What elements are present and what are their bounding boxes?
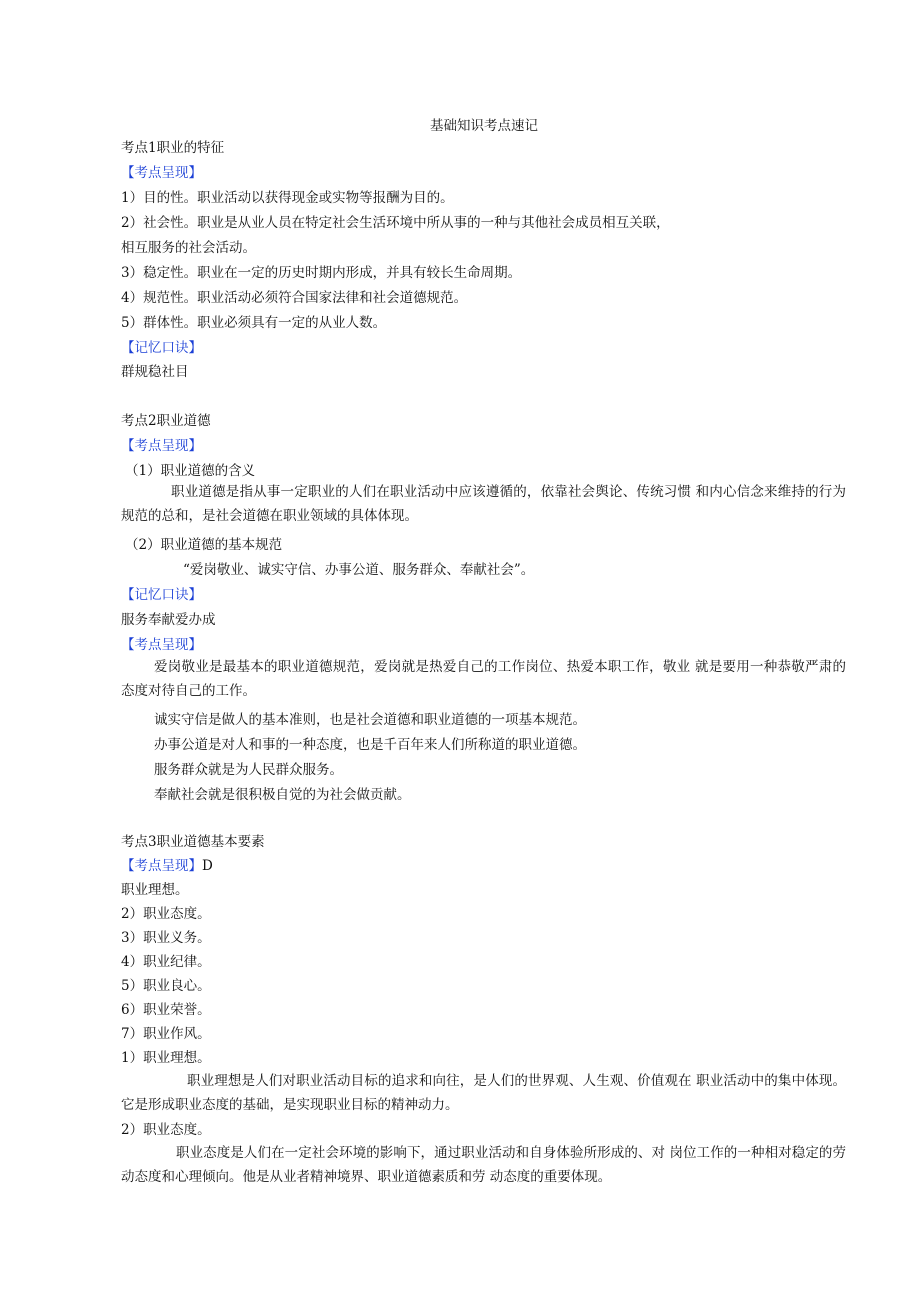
- section-2-definition: 职业道德是指从事一定职业的人们在职业活动中应该遵循的，依靠社会舆论、传统习惯 和内心信念来维持的行为规范的总和，是社会道德在职业领域的具体体现。: [121, 484, 846, 524]
- section-3-item: 职业理想。: [121, 882, 189, 898]
- section-2-paragraph: 办事公道是对人和事的一种态度，也是千百年来人们所称道的职业道德。: [154, 737, 586, 753]
- section-3-item: 7）职业作风。: [121, 1026, 211, 1042]
- section-1-item: 3）稳定性。职业在一定的历史时期内形成，并具有较长生命周期。: [121, 265, 522, 281]
- section-2-memory-tag: 【记忆口诀】: [121, 587, 202, 603]
- section-1-memory-text: 群规稳社目: [121, 364, 189, 380]
- section-3-item: 5）职业良心。: [121, 978, 211, 994]
- section-1-memory-tag: 【记忆口诀】: [121, 340, 202, 356]
- section-1-item: 相互服务的社会活动。: [121, 240, 256, 256]
- section-3-heading: 考点3职业道德基本要素: [121, 834, 265, 850]
- section-1-item: 4）规范性。职业活动必须符合国家法律和社会道德规范。: [121, 290, 468, 306]
- section-2-present-tag: 【考点呈现】: [121, 637, 202, 653]
- section-2-norms: “爱岗敬业、诚实守信、办事公道、服务群众、奉献社会”。: [183, 562, 535, 578]
- section-1-item: 1）目的性。职业活动以获得现金或实物等报酬为目的。: [121, 190, 454, 206]
- section-3-ideal-definition: 职业理想是人们对职业活动目标的追求和向往，是人们的世界观、人生观、价值观在 职业活动中的集中体现。它是形成职业态度的基础，是实现职业目标的精神动力。: [121, 1073, 846, 1113]
- section-2-paragraph: 诚实守信是做人的基本准则，也是社会道德和职业道德的一项基本规范。: [154, 712, 586, 728]
- section-3-item: 1）职业理想。: [121, 1050, 211, 1066]
- section-3-item: 6）职业荣誉。: [121, 1002, 211, 1018]
- section-2-paragraph: 爱岗敬业是最基本的职业道德规范，爱岗就是热爱自己的工作岗位、热爱本职工作，敬业 就是要用一种恭敬严肃的态度对待自己的工作。: [121, 659, 846, 699]
- section-2-heading: 考点2职业道德: [121, 413, 211, 429]
- section-1-present-tag: 【考点呈现】: [121, 165, 202, 181]
- section-3-attitude-definition: 职业态度是人们在一定社会环境的影响下，通过职业活动和自身体验所形成的、对 岗位工作的一种相对稳定的劳动态度和心理倾向。他是从业者精神境界、职业道德素质和劳 动态度的重要体现。: [121, 1145, 846, 1185]
- section-3-item: 2）职业态度。: [121, 906, 211, 922]
- section-3-attitude-heading: 2）职业态度。: [121, 1122, 211, 1138]
- section-1-item: 2）社会性。职业是从业人员在特定社会生活环境中所从事的一种与其他社会成员相互关联，: [121, 215, 670, 231]
- section-2-present-tag: 【考点呈现】: [121, 438, 202, 454]
- document-title: 基础知识考点速记: [430, 118, 538, 134]
- section-2-subheading: （2）职业道德的基本规范: [125, 537, 283, 553]
- section-3-present-tag: 【考点呈现】: [121, 858, 202, 874]
- section-2-paragraph: 奉献社会就是很积极自觉的为社会做贡献。: [154, 787, 411, 803]
- section-1-item: 5）群体性。职业必须具有一定的从业人数。: [121, 315, 387, 331]
- section-3-present-line: [121, 857, 213, 875]
- section-2-memory-text: 服务奉献爱办成: [121, 612, 216, 628]
- section-2-paragraph: 服务群众就是为人民群众服务。: [154, 762, 343, 778]
- section-2-subheading: （1）职业道德的含义: [125, 463, 256, 479]
- section-3-item: 4）职业纪律。: [121, 954, 211, 970]
- section-3-item: 3）职业义务。: [121, 930, 211, 946]
- section-1-heading: 考点1职业的特征: [121, 140, 225, 156]
- section-3-present-suffix: D: [202, 858, 213, 874]
